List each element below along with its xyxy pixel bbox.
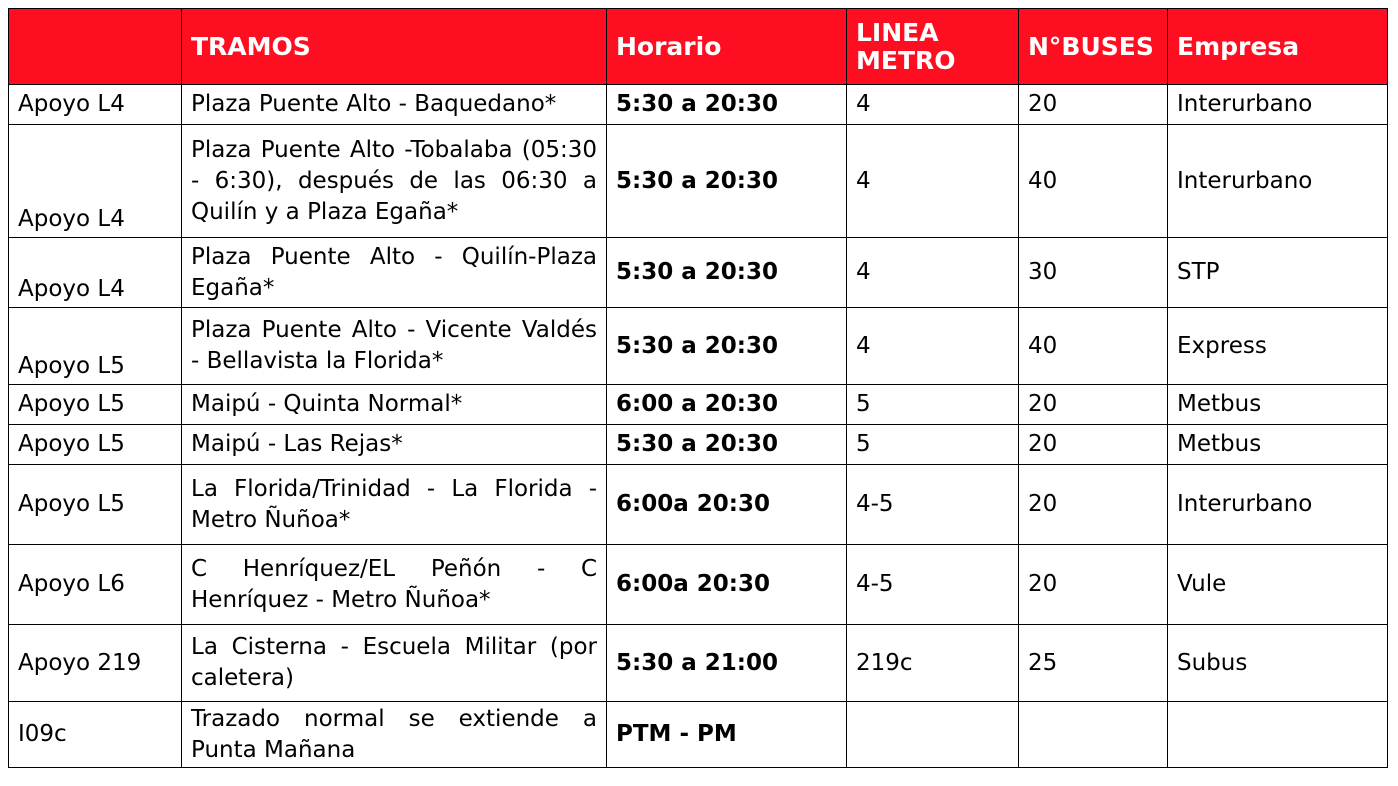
- cell-horario: 5:30 a 20:30: [607, 425, 847, 465]
- header-empresa: Empresa: [1168, 9, 1388, 85]
- cell-empresa: STP: [1168, 238, 1388, 308]
- cell-apoyo: Apoyo L5: [9, 425, 182, 465]
- cell-horario: PTM - PM: [607, 702, 847, 768]
- cell-apoyo: Apoyo L5: [9, 465, 182, 545]
- table-row: [9, 702, 1388, 768]
- cell-linea: 5: [847, 425, 1019, 465]
- cell-empresa: Metbus: [1168, 425, 1388, 465]
- cell-horario: 6:00 a 20:30: [607, 385, 847, 425]
- cell-tramo: Maipú - Quinta Normal*: [182, 385, 607, 425]
- cell-horario: 5:30 a 20:30: [607, 85, 847, 125]
- cell-apoyo: Apoyo L4: [9, 85, 182, 125]
- cell-empresa: [1168, 702, 1388, 768]
- cell-tramo: La Cisterna - Escuela Militar (por caletera): [182, 625, 607, 702]
- cell-horario: 5:30 a 20:30: [607, 308, 847, 385]
- cell-linea: 4: [847, 125, 1019, 238]
- cell-buses: 20: [1019, 385, 1168, 425]
- table-row: [9, 385, 1388, 425]
- table-row: [9, 238, 1388, 308]
- cell-empresa: Interurbano: [1168, 85, 1388, 125]
- cell-apoyo: Apoyo 219: [9, 625, 182, 702]
- table-row: [9, 545, 1388, 625]
- cell-empresa: Interurbano: [1168, 125, 1388, 238]
- cell-tramo: Plaza Puente Alto - Quilín-Plaza Egaña*: [182, 238, 607, 308]
- cell-tramo: Maipú - Las Rejas*: [182, 425, 607, 465]
- cell-apoyo: I09c: [9, 702, 182, 768]
- cell-buses: [1019, 702, 1168, 768]
- schedule-table-container: [8, 8, 1388, 768]
- cell-tramo: Trazado normal se extiende a Punta Mañana: [182, 702, 607, 768]
- cell-empresa: Vule: [1168, 545, 1388, 625]
- cell-tramo: Plaza Puente Alto - Vicente Valdés - Bellavista la Florida*: [182, 308, 607, 385]
- cell-linea: 4-5: [847, 545, 1019, 625]
- cell-buses: 20: [1019, 85, 1168, 125]
- table-row: [9, 425, 1388, 465]
- cell-tramo: Plaza Puente Alto -Tobalaba (05:30 - 6:30), después de las 06:30 a Quilín y a Plaza Egaña*: [182, 125, 607, 238]
- schedule-table: [8, 8, 1388, 768]
- table-row: [9, 308, 1388, 385]
- table-row: [9, 125, 1388, 238]
- cell-apoyo: Apoyo L4: [9, 125, 182, 238]
- cell-empresa: Express: [1168, 308, 1388, 385]
- cell-buses: 40: [1019, 308, 1168, 385]
- table-row: [9, 85, 1388, 125]
- cell-linea: 4-5: [847, 465, 1019, 545]
- header-tramos: TRAMOS: [182, 9, 607, 85]
- cell-linea: 219c: [847, 625, 1019, 702]
- cell-buses: 20: [1019, 545, 1168, 625]
- cell-tramo: La Florida/Trinidad - La Florida - Metro Ñuñoa*: [182, 465, 607, 545]
- cell-apoyo: Apoyo L4: [9, 238, 182, 308]
- cell-buses: 30: [1019, 238, 1168, 308]
- cell-tramo: C Henríquez/EL Peñón - C Henríquez - Metro Ñuñoa*: [182, 545, 607, 625]
- cell-empresa: Interurbano: [1168, 465, 1388, 545]
- header-apoyo: [9, 9, 182, 85]
- cell-empresa: Subus: [1168, 625, 1388, 702]
- cell-linea: [847, 702, 1019, 768]
- cell-tramo: Plaza Puente Alto - Baquedano*: [182, 85, 607, 125]
- cell-horario: 5:30 a 21:00: [607, 625, 847, 702]
- cell-horario: 5:30 a 20:30: [607, 125, 847, 238]
- cell-linea: 4: [847, 238, 1019, 308]
- cell-linea: 5: [847, 385, 1019, 425]
- cell-apoyo: Apoyo L5: [9, 308, 182, 385]
- table-row: [9, 465, 1388, 545]
- cell-empresa: Metbus: [1168, 385, 1388, 425]
- cell-linea: 4: [847, 85, 1019, 125]
- cell-horario: 6:00a 20:30: [607, 465, 847, 545]
- cell-apoyo: Apoyo L6: [9, 545, 182, 625]
- cell-buses: 40: [1019, 125, 1168, 238]
- header-buses: N°BUSES: [1019, 9, 1168, 85]
- header-linea-metro: LINEA METRO: [847, 9, 1019, 85]
- table-row: [9, 625, 1388, 702]
- cell-buses: 20: [1019, 465, 1168, 545]
- header-row: [9, 9, 1388, 85]
- cell-apoyo: Apoyo L5: [9, 385, 182, 425]
- cell-linea: 4: [847, 308, 1019, 385]
- cell-horario: 6:00a 20:30: [607, 545, 847, 625]
- cell-horario: 5:30 a 20:30: [607, 238, 847, 308]
- cell-buses: 20: [1019, 425, 1168, 465]
- cell-buses: 25: [1019, 625, 1168, 702]
- header-horario: Horario: [607, 9, 847, 85]
